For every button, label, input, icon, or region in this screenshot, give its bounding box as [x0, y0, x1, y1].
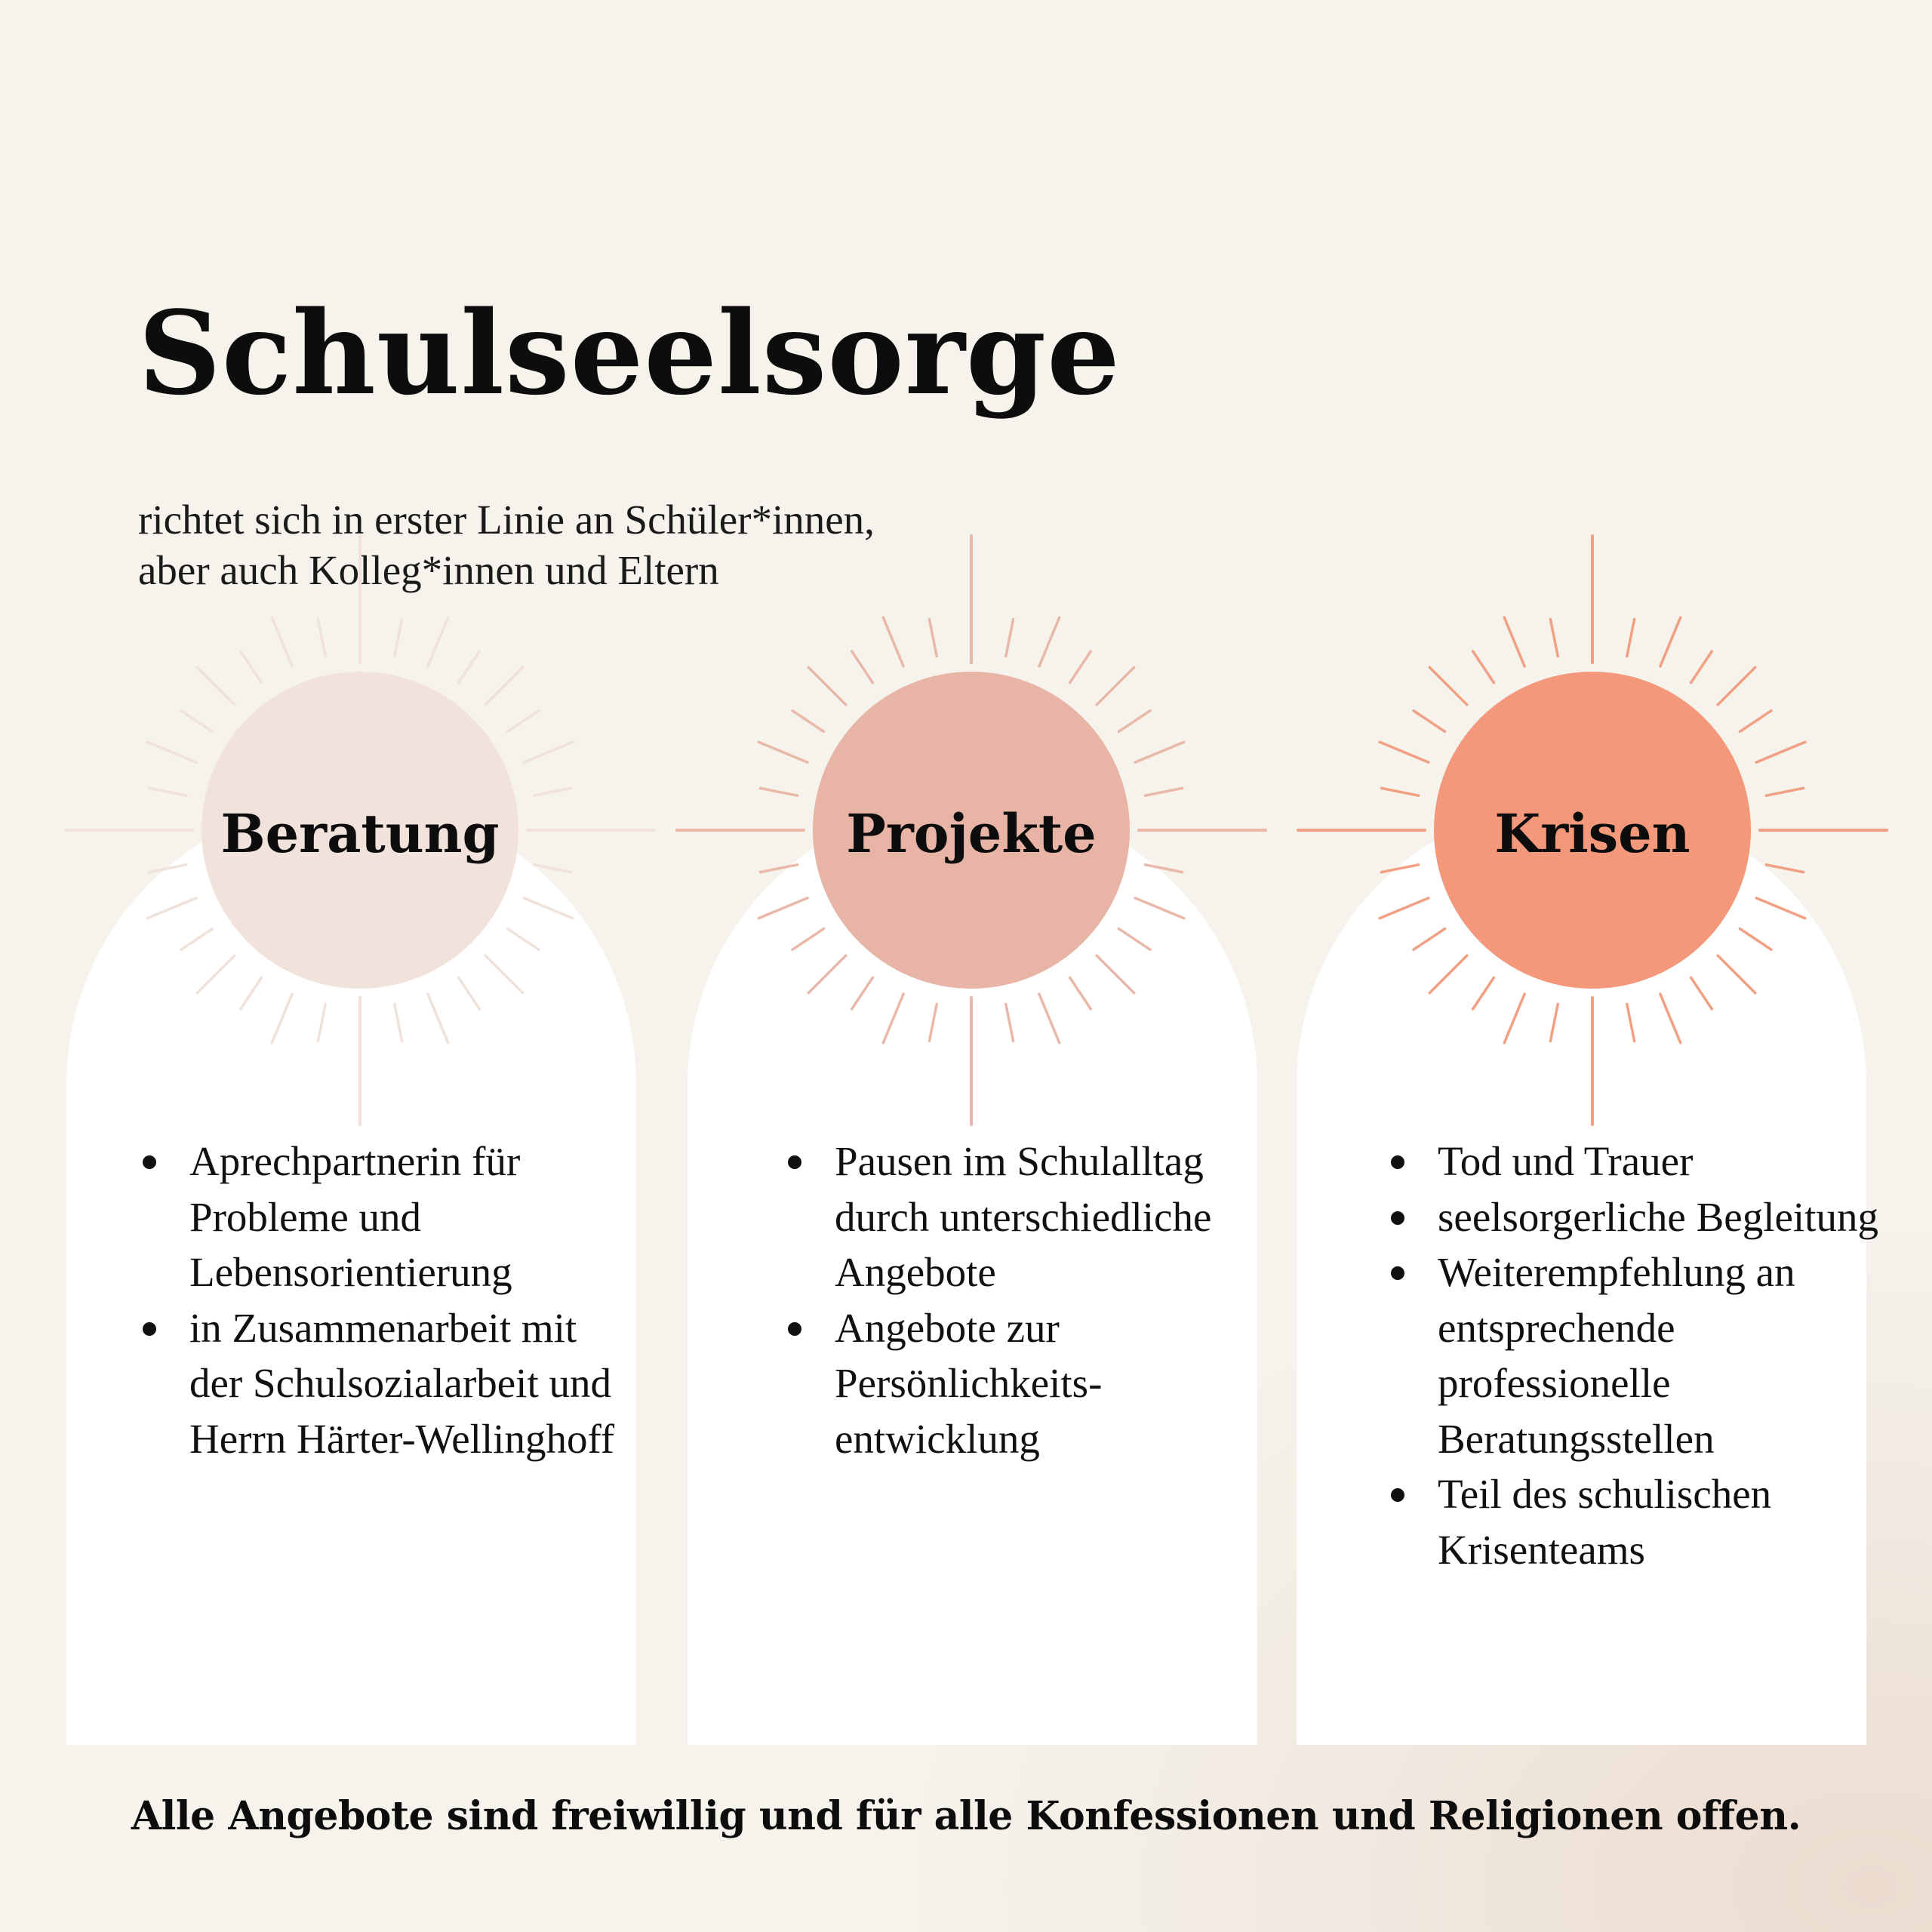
sun-ray	[241, 651, 262, 683]
sun-ray	[428, 617, 448, 666]
sun-ray	[1756, 898, 1805, 918]
sun-ray	[149, 788, 186, 795]
sun-ray	[1660, 617, 1681, 666]
sun-ray	[883, 994, 903, 1043]
sun-ray	[1504, 994, 1524, 1043]
sun-ray	[758, 742, 808, 762]
sun-ray	[272, 617, 292, 666]
sun-ray	[1039, 994, 1060, 1043]
sun-ray	[485, 955, 523, 993]
list-krisen	[1386, 1134, 1915, 1577]
list-item: Angebote zur Persönlichkeits-entwicklung	[783, 1300, 1266, 1467]
sun-ray	[883, 617, 903, 666]
subtitle-line-1: richtet sich in erster Linie an Schüler*innen,	[138, 497, 875, 543]
sun-ray	[1070, 977, 1091, 1009]
sun-ray	[1691, 651, 1712, 683]
page-title: Schulseelsorge	[138, 285, 1121, 420]
sun-ray	[149, 865, 186, 872]
subtitle-line-2: aber auch Kolleg*innen und Eltern	[138, 547, 719, 593]
sun-ray	[147, 898, 196, 918]
sun-ray	[1414, 929, 1445, 950]
sun-ray	[1550, 1004, 1558, 1041]
list-item: Teil des schulischen Krisenteams	[1386, 1466, 1915, 1577]
sun-ray	[181, 929, 213, 950]
sun-ray	[524, 742, 573, 762]
sun-ray	[272, 994, 292, 1043]
sun-ray	[1756, 742, 1805, 762]
sun-ray	[1504, 617, 1524, 666]
sun-ray	[395, 620, 402, 657]
label-projekte: Projekte	[846, 802, 1097, 865]
sun-ray	[1118, 929, 1150, 950]
sun-ray	[1691, 977, 1712, 1009]
sun-ray	[318, 1004, 325, 1041]
sun-ray	[1382, 788, 1419, 795]
sun-ray	[1380, 742, 1429, 762]
sun-ray	[507, 711, 539, 732]
sun-ray	[761, 788, 798, 795]
sun-ray	[1473, 651, 1494, 683]
sun-ray	[808, 955, 846, 993]
sun-ray	[1660, 994, 1681, 1043]
list-item: Aprechpartnerin für Probleme und Lebensorientierung	[138, 1134, 621, 1300]
sun-ray	[761, 865, 798, 872]
label-beratung: Beratung	[220, 802, 500, 865]
sun-ray	[1414, 711, 1445, 732]
list-item: Weiterempfehlung an entsprechende professionelle Beratungsstellen	[1386, 1244, 1915, 1466]
label-krisen: Krisen	[1494, 802, 1690, 865]
sun-ray	[459, 977, 480, 1009]
sun-ray	[181, 711, 213, 732]
sun-ray	[1380, 898, 1429, 918]
sun-ray	[1740, 711, 1771, 732]
sun-ray	[1097, 955, 1134, 993]
sun-ray	[1767, 865, 1804, 872]
sun-ray	[395, 1004, 402, 1041]
list-beratung	[138, 1134, 621, 1466]
sun-ray	[1740, 929, 1771, 950]
list-item: Tod und Trauer	[1386, 1134, 1915, 1189]
sun-ray	[1718, 955, 1755, 993]
sun-ray	[534, 865, 571, 872]
sun-ray	[1473, 977, 1494, 1009]
footer-note: Alle Angebote sind freiwillig und für alle Konfessionen und Religionen offen.	[131, 1793, 1801, 1839]
sun-ray	[1429, 667, 1467, 705]
sun-ray	[1146, 865, 1183, 872]
sun-ray	[147, 742, 196, 762]
sun-ray	[1627, 1004, 1635, 1041]
sun-ray	[534, 788, 571, 795]
sun-ray	[524, 898, 573, 918]
sun-ray	[1146, 788, 1183, 795]
list-item: in Zusammenarbeit mit der Schulsozialarbeit und Herrn Härter-Wellinghoff	[138, 1300, 621, 1467]
sun-ray	[1006, 620, 1014, 657]
sun-ray	[852, 651, 873, 683]
sun-ray	[1097, 667, 1134, 705]
sun-ray	[808, 667, 846, 705]
list-item: Pausen im Schulalltag durch unterschiedliche Angebote	[783, 1134, 1266, 1300]
sun-ray	[1718, 667, 1755, 705]
sun-ray	[1429, 955, 1467, 993]
list-item: seelsorgerliche Begleitung	[1386, 1189, 1915, 1245]
sun-ray	[1070, 651, 1091, 683]
sun-ray	[792, 711, 824, 732]
sun-ray	[1627, 620, 1635, 657]
sun-ray	[459, 651, 480, 683]
sun-ray	[929, 1004, 937, 1041]
sun-ray	[197, 955, 235, 993]
sun-ray	[1767, 788, 1804, 795]
sun-ray	[241, 977, 262, 1009]
sun-ray	[318, 620, 325, 657]
sun-ray	[1550, 620, 1558, 657]
sun-ray	[507, 929, 539, 950]
sun-ray	[1135, 898, 1184, 918]
sun-ray	[852, 977, 873, 1009]
sun-ray	[1006, 1004, 1014, 1041]
sun-ray	[929, 620, 937, 657]
sun-ray	[1382, 865, 1419, 872]
list-projekte	[783, 1134, 1266, 1466]
sun-ray	[792, 929, 824, 950]
sun-ray	[758, 898, 808, 918]
sun-ray	[197, 667, 235, 705]
sun-ray	[1118, 711, 1150, 732]
sun-ray	[428, 994, 448, 1043]
sun-ray	[1135, 742, 1184, 762]
sun-ray	[485, 667, 523, 705]
sun-ray	[1039, 617, 1060, 666]
